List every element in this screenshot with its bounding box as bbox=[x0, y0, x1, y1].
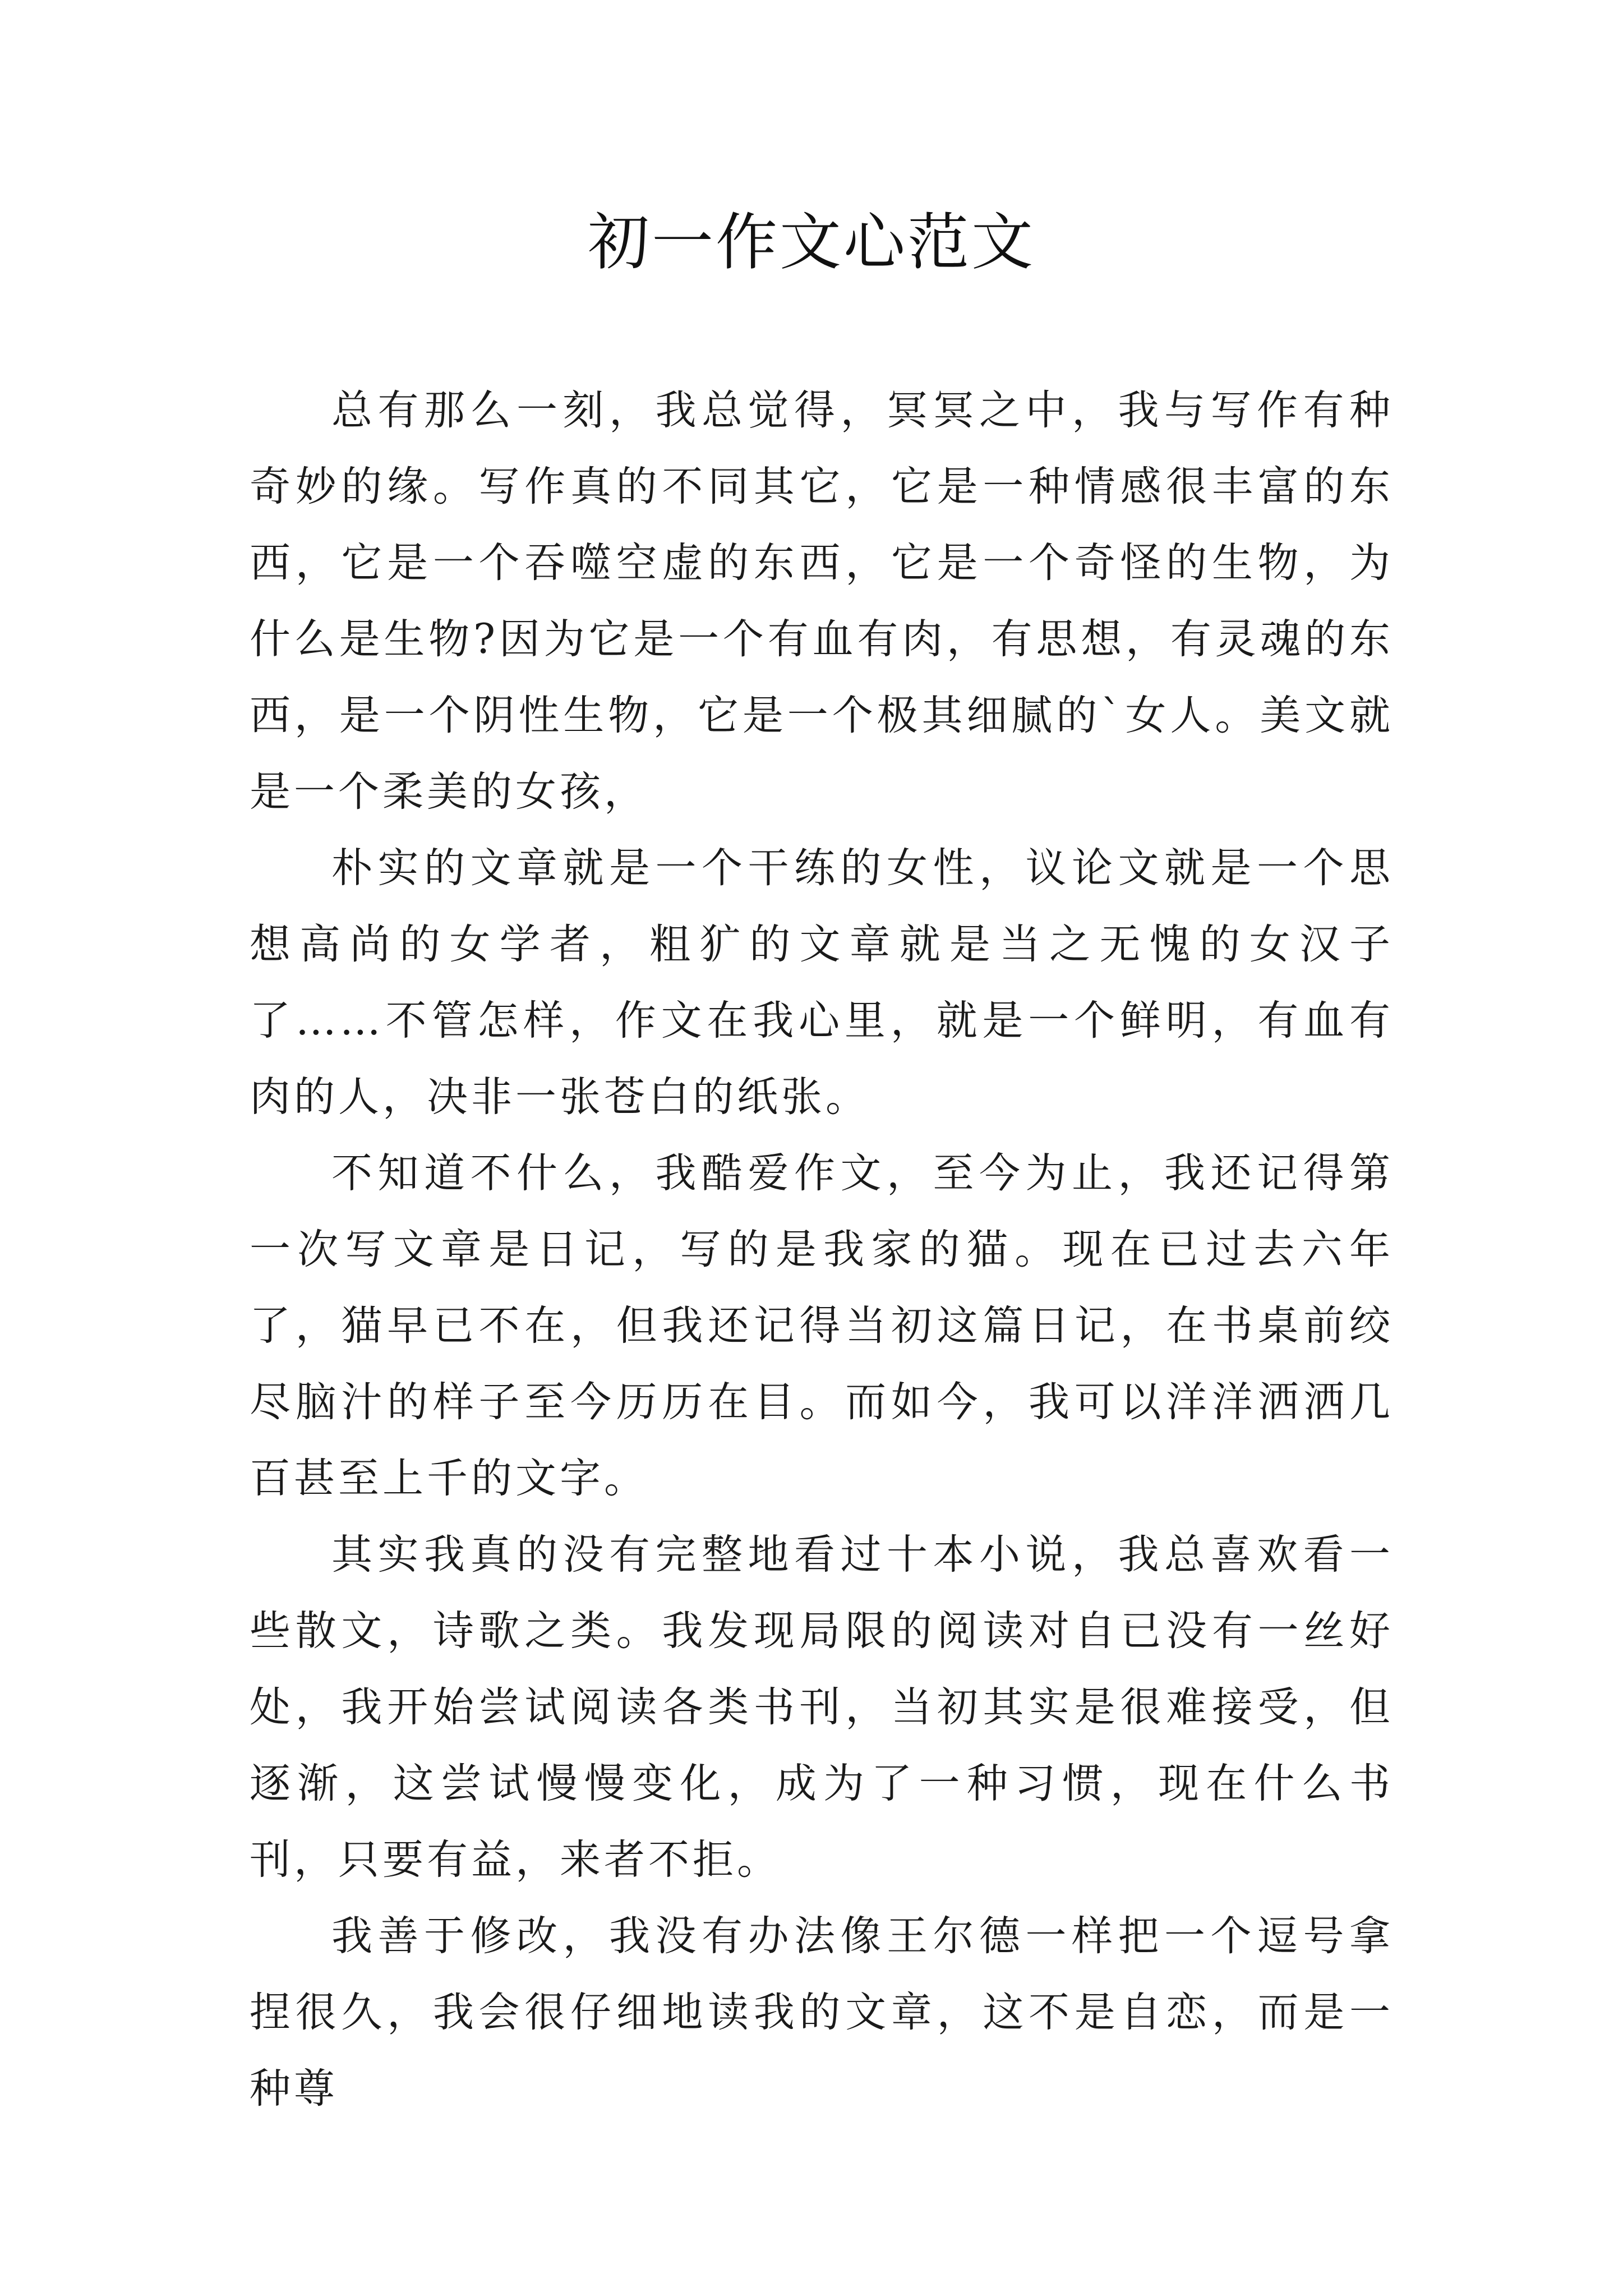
document-title: 初一作文心范文 bbox=[588, 206, 1035, 278]
document-body bbox=[250, 372, 1394, 2127]
paragraph: 其实我真的没有完整地看过十本小说，我总喜欢看一些散文，诗歌之类。我发现局限的阅读对自已没有一丝好处，我开始尝试阅读各类书刊，当初其实是很难接受，但逐渐，这尝试慢慢变化，成为了一种习惯，现在什么书刊，只要有益，来者不拒。 bbox=[250, 1531, 1394, 1884]
paragraph: 不知道不什么，我酷爱作文，至今为止，我还记得第一次写文章是日记，写的是我家的猫。现在已过去六年了，猫早已不在，但我还记得当初这篇日记，在书桌前绞尽脑汁的样子至今历历在目。而如今，我可以洋洋洒洒几百甚至上千的文字。 bbox=[250, 1149, 1394, 1502]
paragraph: 总有那么一刻，我总觉得，冥冥之中，我与写作有种奇妙的缘。写作真的不同其它，它是一种情感很丰富的东西，它是一个吞噬空虚的东西，它是一个奇怪的生物，为什么是生物?因为它是一个有血有肉，有思想，有灵魂的东西，是一个阴性生物，它是一个极其细腻的`女人。美文就是一个柔美的女孩， bbox=[250, 386, 1394, 816]
paragraph: 朴实的文章就是一个干练的女性，议论文就是一个思想高尚的女学者，粗犷的文章就是当之无愧的女汉子了……不管怎样，作文在我心里，就是一个鲜明，有血有肉的人，决非一张苍白的纸张。 bbox=[250, 844, 1394, 1121]
paragraph: 我善于修改，我没有办法像王尔德一样把一个逗号拿捏很久，我会很仔细地读我的文章，这不是自恋，而是一种尊 bbox=[250, 1912, 1394, 2113]
